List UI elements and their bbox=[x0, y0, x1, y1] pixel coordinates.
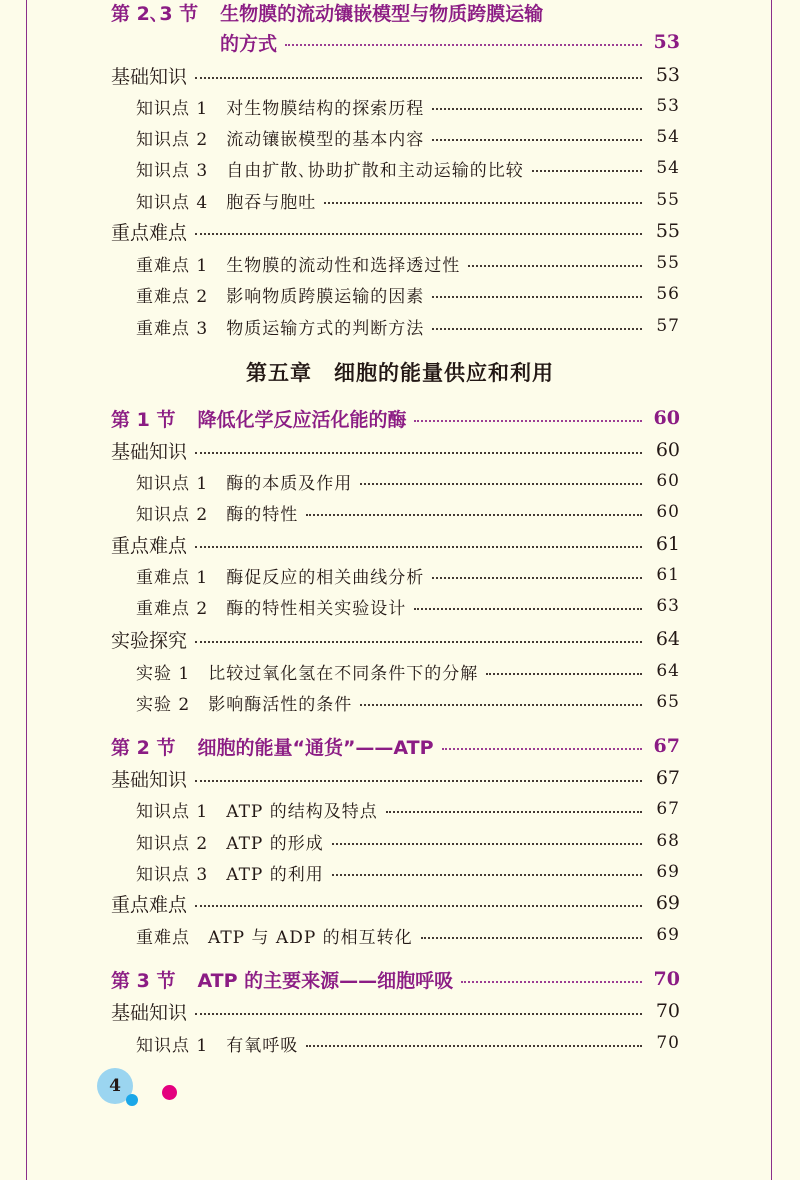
dot-leader bbox=[432, 296, 642, 298]
toc-row-title: ATP 的利用 bbox=[226, 864, 324, 885]
dot-leader bbox=[486, 673, 642, 675]
toc-row-title: 有氧呼吸 bbox=[226, 1035, 299, 1056]
toc-row-title: 基础知识 bbox=[111, 1001, 188, 1024]
toc-row-page: 54 bbox=[656, 158, 680, 178]
toc-row-page: 61 bbox=[656, 565, 680, 585]
dot-leader bbox=[421, 937, 642, 939]
toc-row-title: 重点难点 bbox=[111, 221, 188, 244]
toc-row-prefix: 重难点 2 bbox=[136, 286, 209, 307]
toc-row-page: 67 bbox=[653, 735, 680, 757]
toc-row-page: 69 bbox=[656, 862, 680, 882]
toc-row-title: 对生物膜结构的探索历程 bbox=[226, 98, 425, 119]
dot-leader bbox=[306, 514, 642, 516]
dot-leader bbox=[532, 170, 642, 172]
toc-row-page: 55 bbox=[656, 253, 680, 273]
dot-leader bbox=[414, 420, 642, 422]
dot-leader bbox=[461, 981, 642, 983]
toc-row-title: 酶的本质及作用 bbox=[226, 473, 353, 494]
toc-row bbox=[111, 995, 680, 1027]
toc-row-page: 63 bbox=[656, 596, 680, 616]
toc-row-title: 重点难点 bbox=[111, 893, 188, 916]
toc-row bbox=[136, 856, 680, 888]
toc-row-page: 53 bbox=[656, 96, 680, 116]
toc-row-title: 影响酶活性的条件 bbox=[208, 694, 353, 715]
toc-row bbox=[136, 184, 680, 216]
toc-row-prefix: 重难点 1 bbox=[136, 567, 209, 588]
toc-row-title: 细胞的能量“通货”——ATP bbox=[197, 736, 434, 759]
dot-leader bbox=[432, 577, 642, 579]
toc-row bbox=[136, 496, 680, 528]
toc-row-page: 64 bbox=[656, 661, 680, 681]
toc-row-page: 60 bbox=[655, 439, 680, 461]
toc-row bbox=[111, 59, 680, 91]
toc-row bbox=[136, 919, 680, 951]
toc-row-prefix: 知识点 1 bbox=[136, 1035, 209, 1056]
toc-row-page: 55 bbox=[655, 220, 680, 242]
toc-row bbox=[136, 121, 680, 153]
toc-row-prefix: 知识点 3 bbox=[136, 864, 209, 885]
dot-leader bbox=[195, 233, 642, 235]
toc-row-title: ATP 的主要来源——细胞呼吸 bbox=[197, 969, 454, 992]
toc-row-page: 70 bbox=[656, 1033, 680, 1053]
toc-row-prefix: 第 3 节 bbox=[111, 969, 176, 992]
toc-row-title: ATP 与 ADP 的相互转化 bbox=[208, 927, 413, 948]
dot-leader bbox=[360, 483, 642, 485]
toc-row-page: 57 bbox=[656, 316, 680, 336]
toc-row bbox=[136, 465, 680, 497]
dot-leader bbox=[360, 704, 642, 706]
toc-row bbox=[111, 730, 680, 762]
toc-row-page: 70 bbox=[653, 968, 680, 990]
toc-row-prefix: 知识点 2 bbox=[136, 504, 209, 525]
toc-row-prefix: 第 2､3 节 bbox=[111, 2, 199, 25]
toc-row-title: 酶的特性相关实验设计 bbox=[226, 598, 407, 619]
toc-row bbox=[136, 247, 680, 279]
toc-row bbox=[220, 26, 680, 58]
toc-row-title: 影响物质跨膜运输的因素 bbox=[226, 286, 425, 307]
toc-row-page: 56 bbox=[656, 284, 680, 304]
toc-row bbox=[136, 655, 680, 687]
toc-row-title: 的方式 bbox=[220, 32, 278, 55]
toc-row-prefix: 知识点 2 bbox=[136, 129, 209, 150]
toc-row-prefix: 知识点 2 bbox=[136, 833, 209, 854]
toc-row-page: 65 bbox=[656, 692, 680, 712]
toc-row bbox=[136, 152, 680, 184]
toc-row bbox=[111, 402, 680, 434]
dot-leader bbox=[195, 546, 642, 548]
toc-row-prefix: 知识点 1 bbox=[136, 98, 209, 119]
toc-row-page: 53 bbox=[653, 31, 680, 53]
toc-row-prefix: 知识点 1 bbox=[136, 473, 209, 494]
dot-leader bbox=[414, 608, 642, 610]
page-number: 4 bbox=[109, 1076, 121, 1096]
toc-row-title: 胞吞与胞吐 bbox=[226, 192, 317, 213]
dot-leader bbox=[432, 328, 642, 330]
dot-leader bbox=[386, 811, 642, 813]
toc-row-page: 64 bbox=[655, 628, 680, 650]
toc-row bbox=[111, 887, 680, 919]
toc-row-title: 实验探究 bbox=[111, 629, 188, 652]
toc-row-page: 61 bbox=[655, 533, 680, 555]
dot-leader bbox=[324, 202, 642, 204]
dot-leader bbox=[432, 139, 642, 141]
toc-row bbox=[111, 762, 680, 794]
toc-row-prefix: 实验 2 bbox=[136, 694, 191, 715]
dot-leader bbox=[332, 874, 642, 876]
dot-leader bbox=[195, 641, 642, 643]
dot-leader bbox=[442, 748, 642, 750]
toc-row-page: 68 bbox=[656, 831, 680, 851]
toc-row-title: ATP 的结构及特点 bbox=[226, 801, 378, 822]
toc-row-prefix: 重难点 1 bbox=[136, 255, 209, 276]
toc-row-page: 69 bbox=[655, 892, 680, 914]
toc-row-prefix: 重难点 2 bbox=[136, 598, 209, 619]
toc-row-title: ATP 的形成 bbox=[226, 833, 324, 854]
toc-row-title: 降低化学反应活化能的酶 bbox=[197, 408, 407, 431]
toc-row-prefix: 知识点 4 bbox=[136, 192, 209, 213]
toc-row bbox=[136, 310, 680, 342]
toc-row-title: 生物膜的流动镶嵌模型与物质跨膜运输 bbox=[220, 2, 544, 25]
decorative-dot-pink bbox=[162, 1085, 177, 1100]
toc-row-prefix: 实验 1 bbox=[136, 663, 191, 684]
toc-row bbox=[111, 528, 680, 560]
toc-row-page: 60 bbox=[656, 502, 680, 522]
toc-row-page: 53 bbox=[655, 64, 680, 86]
toc-row bbox=[111, 434, 680, 466]
toc-row-page: 60 bbox=[653, 407, 680, 429]
toc-row-title: 酶的特性 bbox=[226, 504, 299, 525]
toc-row-title: 物质运输方式的判断方法 bbox=[226, 318, 425, 339]
toc-row-title: 生物膜的流动性和选择透过性 bbox=[226, 255, 461, 276]
toc-row-title: 基础知识 bbox=[111, 440, 188, 463]
toc-row-prefix: 知识点 3 bbox=[136, 160, 209, 181]
toc-row bbox=[111, 623, 680, 655]
toc-row-prefix: 知识点 1 bbox=[136, 801, 209, 822]
dot-leader bbox=[195, 452, 642, 454]
toc-row-page: 69 bbox=[656, 925, 680, 945]
dot-leader bbox=[195, 77, 642, 79]
toc-row bbox=[111, 215, 680, 247]
toc-row bbox=[111, 0, 680, 28]
dot-leader bbox=[332, 843, 642, 845]
toc-row-prefix: 重难点 bbox=[136, 927, 190, 948]
toc-row-title: 基础知识 bbox=[111, 768, 188, 791]
toc-row-prefix: 第 1 节 bbox=[111, 408, 176, 431]
dot-leader bbox=[195, 905, 642, 907]
toc-row bbox=[136, 825, 680, 857]
toc-row-page: 60 bbox=[656, 471, 680, 491]
toc-row-title: 自由扩散､协助扩散和主动运输的比较 bbox=[226, 160, 524, 181]
dot-leader bbox=[468, 265, 642, 267]
toc-row bbox=[136, 1027, 680, 1059]
toc-row-page: 67 bbox=[655, 767, 680, 789]
toc-row bbox=[136, 590, 680, 622]
toc-row-page: 55 bbox=[656, 190, 680, 210]
toc-row-prefix: 重难点 3 bbox=[136, 318, 209, 339]
dot-leader bbox=[306, 1045, 642, 1047]
toc-row-title: 基础知识 bbox=[111, 65, 188, 88]
dot-leader bbox=[285, 44, 642, 46]
toc-row bbox=[136, 559, 680, 591]
toc-row-prefix: 第 2 节 bbox=[111, 736, 176, 759]
toc-row bbox=[136, 278, 680, 310]
dot-leader bbox=[432, 108, 642, 110]
toc-row-title: 流动镶嵌模型的基本内容 bbox=[226, 129, 425, 150]
toc-row-title: 比较过氧化氢在不同条件下的分解 bbox=[208, 663, 479, 684]
toc-row-page: 54 bbox=[656, 127, 680, 147]
toc-row-title: 重点难点 bbox=[111, 534, 188, 557]
toc-row bbox=[136, 793, 680, 825]
toc-row-title: 酶促反应的相关曲线分析 bbox=[226, 567, 425, 588]
toc-row bbox=[136, 90, 680, 122]
decorative-dot-blue bbox=[126, 1094, 138, 1106]
dot-leader bbox=[195, 1013, 642, 1015]
dot-leader bbox=[195, 780, 642, 782]
toc-row-page: 70 bbox=[655, 1000, 680, 1022]
toc-row bbox=[136, 686, 680, 718]
toc-row-page: 67 bbox=[656, 799, 680, 819]
chapter-heading: 第五章 细胞的能量供应和利用 bbox=[246, 361, 554, 385]
toc-row bbox=[111, 963, 680, 995]
